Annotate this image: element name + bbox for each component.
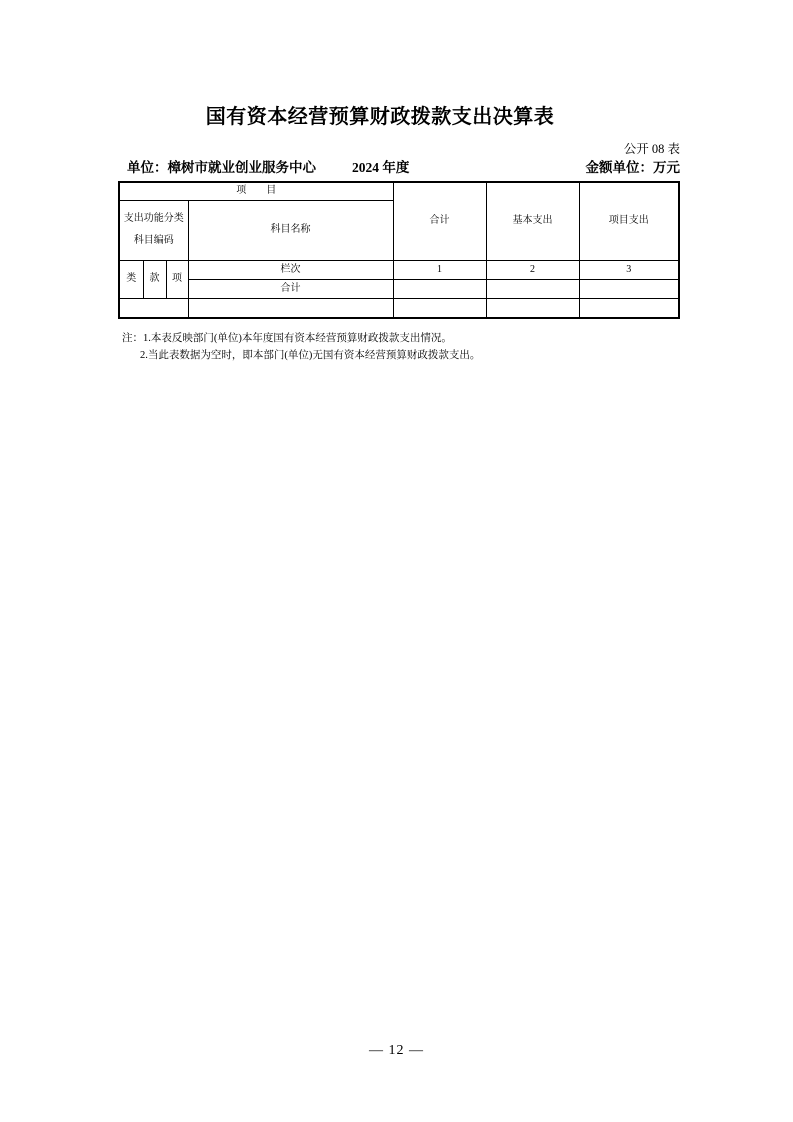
row-total-sum-value <box>393 279 486 298</box>
row-total-name: 合计 <box>188 279 393 298</box>
header-column-number-3: 3 <box>579 260 679 279</box>
row-empty-code <box>119 298 188 318</box>
header-column-number-2: 2 <box>486 260 579 279</box>
table-row <box>119 182 679 200</box>
page-number: — 12 — <box>369 1043 424 1058</box>
header-class: 类 <box>119 260 143 298</box>
row-empty-project-value <box>579 298 679 318</box>
header-item-group: 项 目 <box>119 182 393 200</box>
row-empty-sum-value <box>393 298 486 318</box>
amount-unit-label: 金额单位：万元 <box>585 160 680 175</box>
page-title: 国有资本经营预算财政拨款支出决算表 <box>205 106 555 128</box>
header-item: 项 <box>166 260 188 298</box>
header-function-class-line1: 支出功能分类 <box>123 213 184 224</box>
header-project-expenditure: 项目支出 <box>579 182 679 260</box>
table-row <box>119 260 679 279</box>
year-label: 2024 年度 <box>352 160 410 175</box>
row-total-basic-value <box>486 279 579 298</box>
row-empty-name <box>188 298 393 318</box>
table-row-empty <box>119 298 679 318</box>
table-row-total <box>119 279 679 298</box>
row-total-project-value <box>579 279 679 298</box>
budget-table <box>118 181 680 319</box>
table-note-1: 注：1.本表反映部门(单位)本年度国有资本经营预算财政拨款支出情况。 <box>122 333 452 344</box>
header-subject-name: 科目名称 <box>188 200 393 260</box>
header-function-class-code <box>119 200 188 260</box>
header-column-number-1: 1 <box>393 260 486 279</box>
header-row-index-label: 栏次 <box>188 260 393 279</box>
table-note-2: 2.当此表数据为空时，即本部门(单位)无国有资本经营预算财政拨款支出。 <box>140 350 481 361</box>
row-empty-basic-value <box>486 298 579 318</box>
form-number-label: 公开 08 表 <box>623 142 680 156</box>
header-section: 款 <box>143 260 166 298</box>
unit-label: 单位：樟树市就业创业服务中心 <box>127 160 316 175</box>
header-total: 合计 <box>393 182 486 260</box>
header-function-class-line2: 科目编码 <box>133 235 174 246</box>
header-basic-expenditure: 基本支出 <box>486 182 579 260</box>
